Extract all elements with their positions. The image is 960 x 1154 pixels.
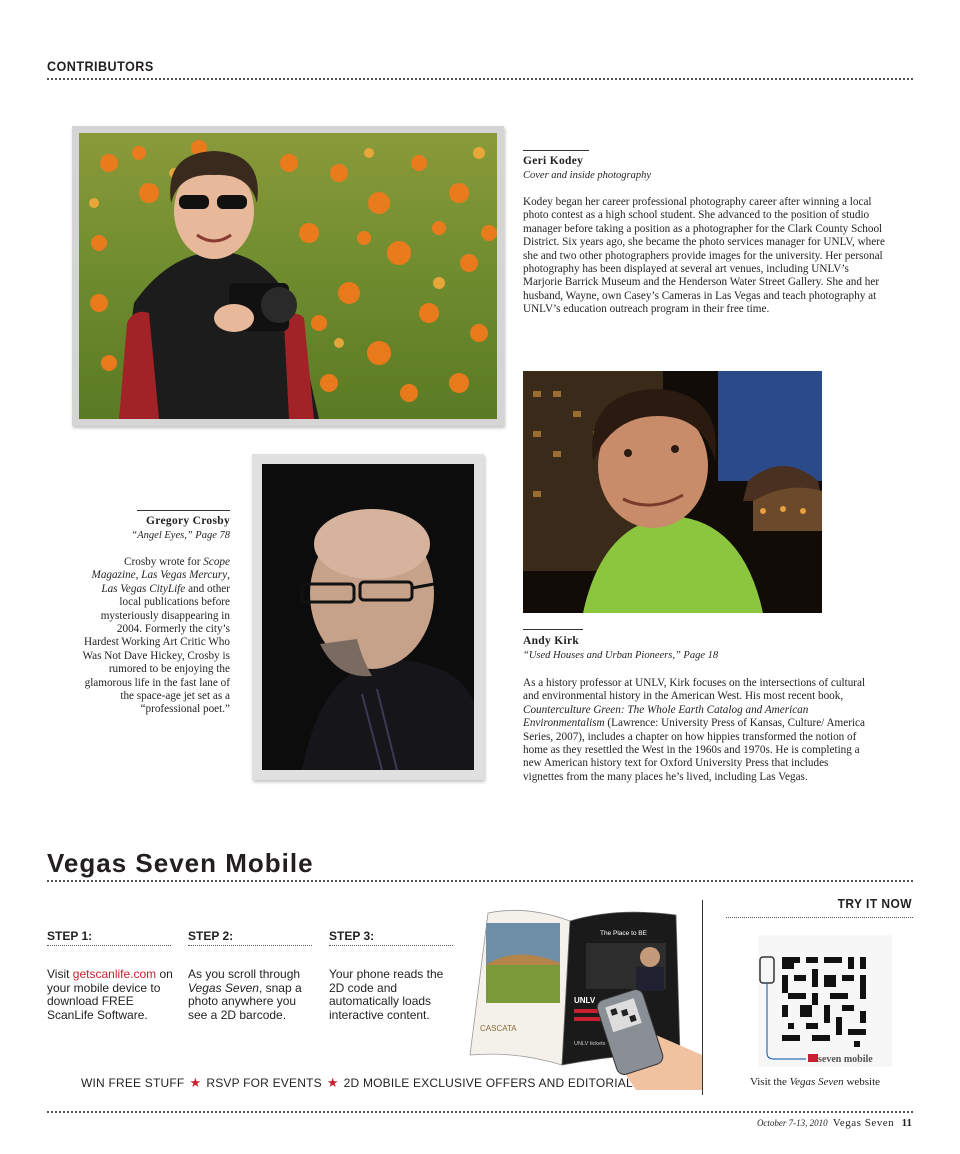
gregory-crosby-photo	[262, 464, 474, 770]
promo-line	[81, 1075, 633, 1091]
geri-bio: Kodey began her career professional photography career after winning a local photo contest as a high school student. She advanced to the position of studio manager before taking a position as a photographer for the Clark County School District. Six years ago, she became the photo services manager for UNLV, where she and two other photographers provide images for the university. Her personal photography has been displayed at several art venues, including UNLV’s Marjorie Barrick Museum and the Henderson Water Street Gallery. She and her husband, Wayne, own Casey’s Cameras in Las Vegas and teach photography at UNLV’s education outreach program in their free time.	[523, 196, 885, 316]
step-3-label: STEP 3:	[329, 929, 375, 943]
gregory-bio: Crosby wrote for Scope Magazine, Las Vegas Mercury, Las Vegas CityLife and other local publications before mysteriously disappearing in 2004. Formerly the city’s Hardest Working Art Critic Who Was Not Dave Hickey, Crosby is rumored to be enjoying the glamorous life in the fast lane of the space-age jet set as a “professional poet.”	[82, 556, 230, 716]
folio-date: October 7-13, 2010	[756, 1118, 828, 1128]
andy-bio: As a history professor at UNLV, Kirk focuses on the intersections of cultural and environmental history in the American West. His most recent book, Counterculture Green: The Whole Earth Catalog and American Environmentalism (Lawrence: University Press of Kansas, Culture/ America Series, 2007), includes a chapter on how hippies transformed the notion of home as they resettled the West in the 1960s and 1970s. He is completing a new American history text for Oxford University Press that includes vignettes from the many places he’s lived, including Las Vegas.	[523, 677, 866, 783]
star-icon: ★	[189, 1075, 202, 1090]
qr-caption: Visit the Vegas Seven website	[749, 1076, 881, 1088]
mobile-vertical-divider	[702, 900, 703, 1095]
step-3-text: Your phone reads the 2D code and automatically loads interactive content.	[329, 967, 444, 1022]
step-2-text: As you scroll through Vegas Seven, snap a photo anywhere you see a 2D barcode.	[188, 967, 302, 1022]
mobile-title-divider	[47, 880, 913, 882]
andy-book-title: Counterculture Green: The Whole Earth Catalog and American Environmentalism	[523, 703, 809, 730]
step-2-label: STEP 2:	[188, 929, 234, 943]
andy-credit: “Used Houses and Urban Pioneers,” Page 18	[523, 650, 719, 661]
step-1-divider	[47, 945, 171, 946]
section-title: CONTRIBUTORS	[47, 58, 154, 74]
footer-divider	[47, 1111, 913, 1113]
andy-name: Andy Kirk	[523, 635, 580, 647]
geri-kodey-photo	[79, 133, 497, 419]
try-it-now-divider	[726, 917, 913, 918]
geri-kodey-photo-frame	[72, 126, 504, 426]
promo-item: WIN FREE STUFF	[81, 1076, 185, 1090]
magazine-left-page-text: CASCATA	[480, 1024, 517, 1033]
geri-name-rule	[523, 150, 589, 151]
magazine-right-brand: UNLV	[574, 996, 596, 1005]
step-3-divider	[329, 945, 453, 946]
folio	[757, 1117, 912, 1129]
promo-item: RSVP FOR EVENTS	[206, 1076, 322, 1090]
gregory-name-rule	[137, 510, 230, 511]
try-it-now-heading: TRY IT NOW	[837, 896, 912, 911]
step-2-divider	[188, 945, 312, 946]
magazine-tickets-text: UNLV tickets	[574, 1041, 606, 1047]
andy-kirk-photo	[523, 371, 822, 613]
mobile-section-title: Vegas Seven Mobile	[47, 848, 314, 878]
gregory-name: Gregory Crosby	[146, 515, 230, 527]
folio-magazine: Vegas Seven	[832, 1117, 895, 1129]
step-1-text: Visit getscanlife.com on your mobile device to download FREE ScanLife Software.	[47, 967, 173, 1022]
geri-name: Geri Kodey	[523, 155, 584, 167]
promo-item: 2D MOBILE EXCLUSIVE OFFERS AND EDITORIAL	[343, 1076, 633, 1090]
gregory-credit: “Angel Eyes,” Page 78	[131, 530, 230, 541]
magazine-phone-illustration	[466, 905, 702, 1090]
magazine-right-headline: The Place to BE	[600, 930, 647, 937]
star-icon: ★	[326, 1075, 339, 1090]
andy-name-rule	[523, 629, 583, 630]
getscanlife-link[interactable]: getscanlife.com	[72, 967, 157, 981]
qr-brand-text: seven mobile	[818, 1054, 873, 1065]
header-divider	[47, 78, 913, 80]
gregory-crosby-photo-frame	[252, 454, 484, 780]
qr-code-card[interactable]	[758, 935, 892, 1067]
page-number: 11	[901, 1117, 912, 1129]
step-1-label: STEP 1:	[47, 929, 93, 943]
geri-credit: Cover and inside photography	[523, 170, 652, 181]
